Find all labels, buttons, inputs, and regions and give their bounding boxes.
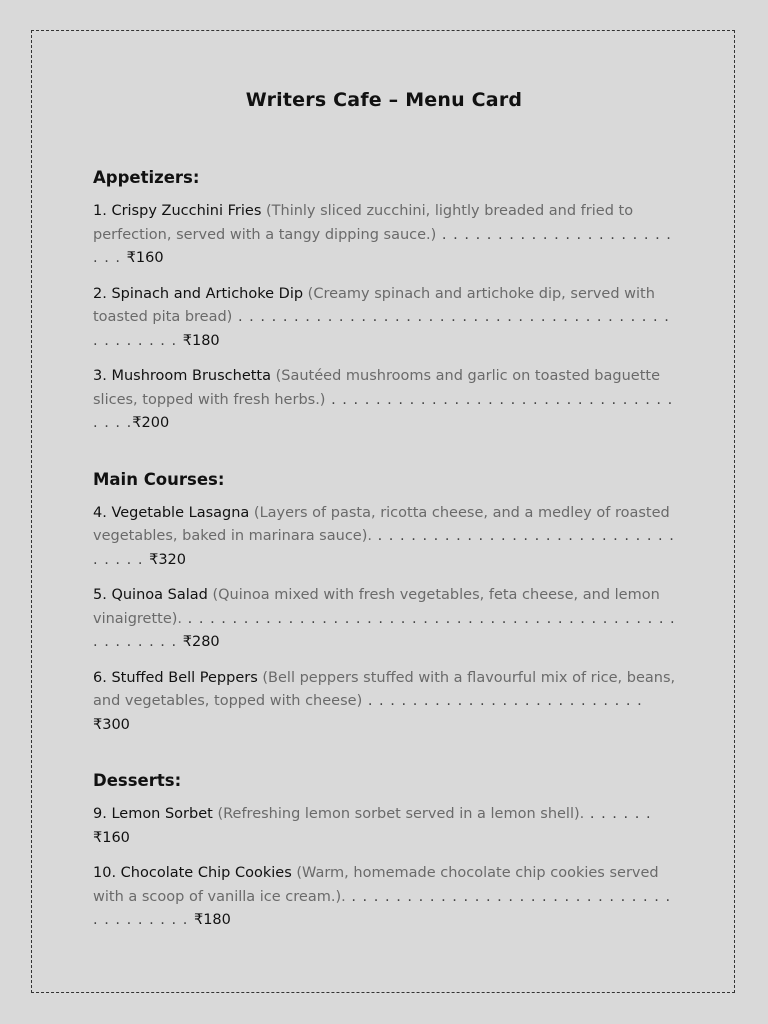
item-name: 3. Mushroom Bruschetta bbox=[93, 368, 272, 384]
menu-content bbox=[93, 168, 678, 967]
menu-item bbox=[93, 502, 678, 573]
item-description: (Sautéed mushrooms and garlic on toasted baguette slices, topped with fresh herbs.) bbox=[93, 368, 660, 408]
item-price: ₹300 bbox=[93, 716, 130, 733]
item-price: ₹160 bbox=[126, 250, 164, 266]
item-price: ₹320 bbox=[149, 551, 186, 568]
dot-leader: . . . . . . . . . . . . . . . . . . . . . . . . . . . . . . . . . . . . . . . . . . . . . . . bbox=[93, 309, 670, 349]
item-description: (Warm, homemade chocolate chip cookies served with a scoop of vanilla ice cream.). bbox=[93, 865, 659, 905]
item-name: 6. Stuffed Bell Peppers bbox=[93, 669, 258, 686]
menu-item bbox=[93, 200, 678, 271]
menu-item bbox=[93, 584, 678, 655]
item-description: (Bell peppers stuffed with a flavourful mix of rice, beans, and vegetables, topped with cheese) bbox=[93, 669, 676, 709]
dot-leader: . . . . . . . . . . . . . . . . . . . . . . . . bbox=[93, 226, 672, 266]
item-name: 2. Spinach and Artichoke Dip bbox=[93, 285, 304, 302]
dot-leader: . . . . . . . . . . . . . . . . . . . . . . . . . . . . . . . . . . . bbox=[93, 391, 674, 431]
item-price: ₹280 bbox=[182, 634, 220, 650]
item-name: 10. Chocolate Chip Cookies bbox=[93, 865, 292, 881]
item-description: (Refreshing lemon sorbet served in a lemon shell). bbox=[217, 806, 585, 822]
item-price: ₹180 bbox=[193, 912, 231, 928]
menu-item bbox=[93, 365, 678, 436]
section-heading: Appetizers: bbox=[93, 168, 200, 187]
dot-leader: . . . . . . . . . . . . . . . . . . . . . . . . . bbox=[362, 693, 643, 709]
section-main-courses bbox=[93, 470, 678, 738]
item-description: (Quinoa mixed with fresh vegetables, feta cheese, and lemon vinaigrette). bbox=[93, 587, 660, 627]
menu-item bbox=[93, 283, 678, 354]
dot-leader: . . . . . . bbox=[584, 806, 652, 822]
item-description: (Thinly sliced zucchini, lightly breaded and fried to perfection, served with a tangy dipping sauce.) bbox=[93, 203, 634, 243]
section-heading: Main Courses: bbox=[93, 469, 225, 489]
item-name: 9. Lemon Sorbet bbox=[93, 806, 213, 822]
menu-item bbox=[93, 667, 678, 738]
item-description: (Creamy spinach and artichoke dip, served with toasted pita bread) bbox=[93, 285, 655, 325]
item-name: 1. Crispy Zucchini Fries bbox=[93, 203, 262, 219]
item-price: ₹200 bbox=[132, 415, 170, 431]
dot-leader: . . . . . . . . . . . . . . . . . . . . . . . . . . . . . . . . bbox=[93, 528, 675, 568]
item-price: ₹160 bbox=[93, 829, 130, 846]
dot-leader: . . . . . . . . . . . . . . . . . . . . . . . . . . . . . . . . . . . . . . bbox=[93, 888, 672, 928]
section-desserts bbox=[93, 771, 678, 933]
section-appetizers bbox=[93, 168, 678, 436]
section-heading: Desserts: bbox=[93, 771, 182, 790]
menu-item bbox=[93, 803, 678, 850]
item-price: ₹180 bbox=[182, 332, 220, 349]
item-name: 5. Quinoa Salad bbox=[93, 587, 208, 603]
dot-leader: . . . . . . . . . . . . . . . . . . . . . . . . . . . . . . . . . . . . . . . . . . . . . . . . . . . . bbox=[93, 610, 676, 650]
menu-title: Writers Cafe – Menu Card bbox=[245, 89, 523, 111]
item-name: 4. Vegetable Lasagna bbox=[93, 504, 250, 521]
item-description: (Layers of pasta, ricotta cheese, and a medley of roasted vegetables, baked in marinara sauce). bbox=[93, 504, 670, 544]
menu-item bbox=[93, 862, 678, 933]
